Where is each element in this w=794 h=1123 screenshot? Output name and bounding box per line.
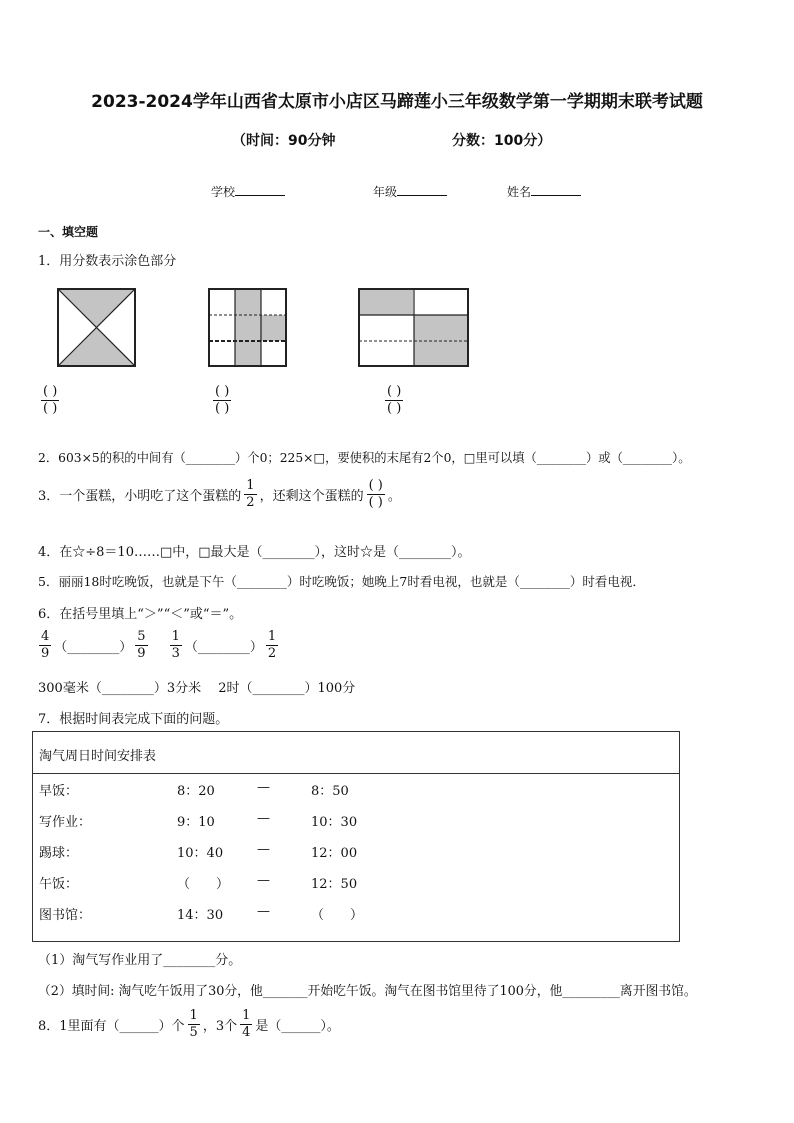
question-6-text: 6．在括号里填上“＞”“＜”或“＝”。 (38, 607, 243, 622)
fraction-5-9: $\frac{5}{9}$ (137, 629, 146, 661)
schedule-row-dash: — (257, 842, 270, 857)
question-3-text-c: 。 (387, 489, 401, 504)
question-7-text: 7．根据时间表完成下面的问题。 (38, 712, 229, 727)
question-8-text-c: 是（______）。 (255, 1019, 340, 1034)
fraction-1-4: $\frac{1}{4}$ (242, 1008, 251, 1040)
question-6-fractions (36, 629, 281, 662)
schedule-row-start: 14：30 (177, 908, 224, 923)
name-blank[interactable] (531, 183, 581, 196)
question-3 (38, 478, 401, 511)
school-blank[interactable] (235, 183, 285, 196)
answer-fraction-1[interactable]: $\frac{( )}{( )}$ (43, 384, 58, 416)
question-4-text: 4．在☆÷8＝10……□中，□最大是（________），这时☆是（________）。 (38, 545, 471, 560)
schedule-row-dash: — (257, 873, 270, 888)
grade-blank[interactable] (397, 183, 447, 196)
schedule-row-end: 12：00 (311, 846, 358, 861)
schedule-row-label: 午饭： (39, 877, 79, 892)
question-5-text: 5．丽丽18时吃晚饭，也就是下午（________）时吃晚饭；她晚上7时看电视，也就是（________）时看电视． (38, 574, 645, 589)
schedule-row-end: 10：30 (311, 815, 358, 830)
answer-fraction-3[interactable]: $\frac{( )}{( )}$ (387, 384, 402, 416)
schedule-row-start: 8：20 (177, 784, 215, 799)
schedule-row-label: 图书馆： (39, 908, 92, 923)
question-6-line-2: 300毫米（________）3分米 2时（________）100分 (38, 681, 356, 696)
shaded-top-left (359, 289, 413, 315)
school-field (211, 183, 285, 200)
schedule-row-dash: — (257, 780, 270, 795)
question-1-text: 1．用分数表示涂色部分 (38, 254, 177, 269)
fraction-4-9: $\frac{4}{9}$ (41, 629, 50, 661)
fraction-1-3: $\frac{1}{3}$ (171, 629, 180, 661)
question-8-text-a: 8．1里面有（______）个 (38, 1019, 185, 1034)
schedule-row-label: 写作业： (39, 815, 92, 830)
shaded-middle-column (235, 289, 261, 366)
compare-blank-2[interactable]: （________） (184, 640, 263, 655)
exam-score: 分数：100分） (452, 133, 552, 149)
fraction-1-5: $\frac{1}{5}$ (189, 1008, 198, 1040)
schedule-row-dash: — (257, 811, 270, 826)
figure-square-x (57, 288, 137, 368)
question-2-text: 2．603×5的积的中间有（________）个0；225×□，要使积的末尾有2个0，□里可以填（________）或（________）。 (38, 451, 691, 465)
schedule-table (32, 731, 680, 942)
question-3-text-b: ，还剩这个蛋糕的 (259, 489, 364, 504)
answer-fraction-remaining[interactable]: $\frac{( )}{( )}$ (368, 478, 383, 510)
schedule-row-start: 10：40 (177, 846, 224, 861)
shaded-right-cell (261, 315, 287, 341)
question-7-sub-2: （2）填时间: 淘气吃午饭用了30分，他_______开始吃午饭。淘气在图书馆里待了100分，他_________离开图书馆。 (38, 984, 697, 999)
exam-time: （时间：90分钟 (232, 133, 336, 149)
schedule-table-header (33, 732, 679, 774)
page-title: 2023-2024学年山西省太原市小店区马蹄莲小三年级数学第一学期期末联考试题 (91, 92, 703, 112)
schedule-row-end: 8：50 (311, 784, 349, 799)
answer-fraction-2[interactable]: $\frac{( )}{( )}$ (215, 384, 230, 416)
question-3-text-a: 3．一个蛋糕，小明吃了这个蛋糕的 (38, 489, 242, 504)
compare-blank-1[interactable]: （________） (54, 640, 133, 655)
schedule-row-end: 12：50 (311, 877, 358, 892)
section-title: 一、填空题 (38, 225, 99, 239)
figure-rectangle (358, 288, 470, 368)
schedule-row-start: 9：10 (177, 815, 215, 830)
question-7-sub-1: （1）淘气写作业用了________分。 (38, 953, 242, 968)
schedule-row-end[interactable]: （ ） (311, 908, 364, 923)
fraction-one-half: $\frac{1}{2}$ (246, 478, 255, 510)
fraction-1-2: $\frac{1}{2}$ (267, 629, 277, 661)
question-8 (38, 1008, 340, 1041)
schedule-row-label: 早饭： (39, 784, 79, 799)
name-field (507, 183, 581, 200)
name-label: 姓名 (507, 185, 532, 199)
schedule-row-start[interactable]: （ ） (177, 877, 230, 892)
grade-label: 年级 (373, 185, 398, 199)
question-8-text-b: ，3个 (202, 1019, 238, 1034)
schedule-row-dash: — (257, 904, 270, 919)
schedule-row-label: 踢球： (39, 846, 79, 861)
grade-field (373, 183, 447, 200)
figure-grid-square (208, 288, 288, 368)
schedule-table-title: 淘气周日时间安排表 (39, 749, 157, 764)
school-label: 学校 (211, 185, 236, 199)
